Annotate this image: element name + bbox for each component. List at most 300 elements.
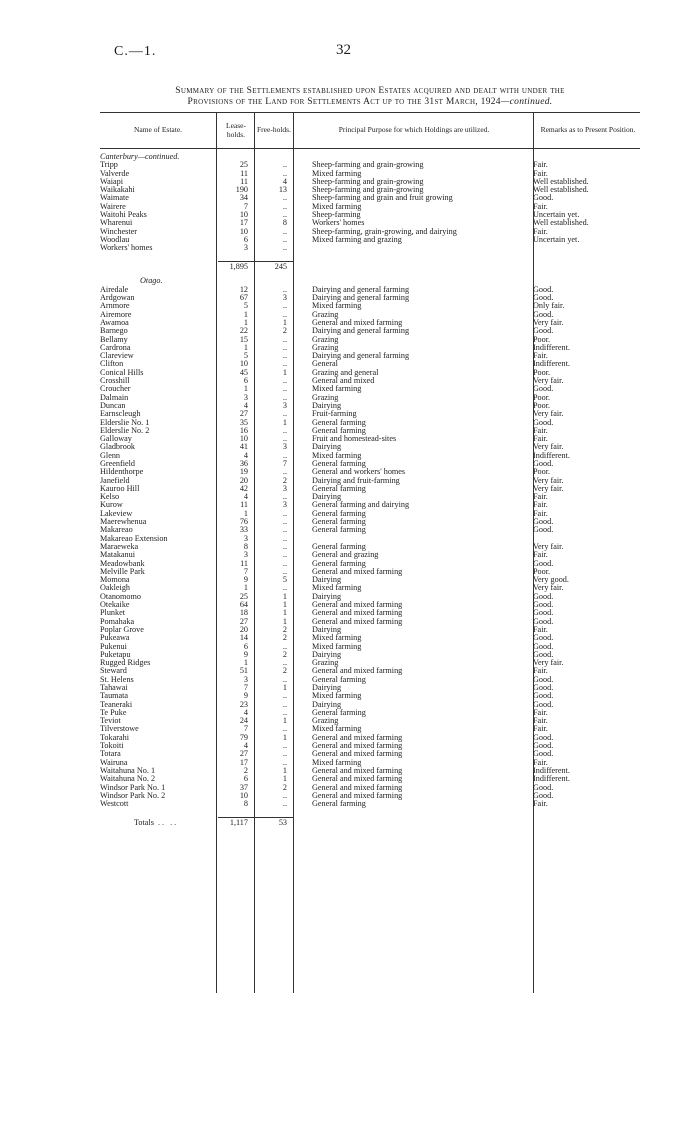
leaseholds-value: 20: [239, 475, 248, 485]
remarks-value: Fair.: [533, 708, 548, 717]
remarks-value: Fair.: [533, 435, 548, 444]
table-row: [100, 419, 640, 427]
freeholds-value: 3: [282, 483, 287, 493]
table-row: [100, 717, 640, 725]
remarks-value: Indifferent.: [533, 451, 570, 460]
leaseholds-value: 4: [243, 400, 248, 410]
title-line-2-text: Provisions of the Land for Settlements Act up to the 31st March, 1924: [187, 97, 501, 107]
document-reference: C.—1.: [114, 44, 157, 59]
purpose-value: Grazing: [312, 343, 339, 352]
purpose-value: Mixed farming and grazing: [312, 235, 402, 244]
table-row: [100, 369, 640, 377]
estate-name: Wharenui: [100, 219, 133, 228]
purpose-value: General and mixed farming: [312, 742, 403, 751]
remarks-value: Very fair.: [533, 410, 564, 419]
remarks-value: Good.: [533, 327, 554, 336]
leaseholds-value: 3: [243, 550, 248, 560]
estate-name: Waitahuna No. 1: [100, 766, 156, 775]
leaseholds-value: 5: [243, 351, 248, 361]
remarks-value: Good.: [533, 617, 554, 626]
freeholds-value: ..: [282, 243, 287, 253]
remarks-value: Good.: [533, 194, 554, 203]
remarks-value: Only fair.: [533, 302, 565, 311]
purpose-value: Grazing and general: [312, 368, 379, 377]
leaseholds-value: 10: [239, 790, 248, 800]
freeholds-value: ..: [282, 351, 287, 361]
remarks-value: Indifferent.: [533, 775, 570, 784]
table-row: [100, 709, 640, 717]
estate-name: Kauroo Hill: [100, 484, 140, 493]
purpose-value: General and mixed farming: [312, 750, 403, 759]
table-row: [100, 360, 640, 368]
title-continued: —continued.: [500, 97, 553, 107]
table-row: [100, 294, 640, 302]
remarks-value: Fair.: [533, 717, 548, 726]
estate-name: Totara: [100, 750, 121, 759]
leaseholds-value: 20: [239, 624, 248, 634]
leaseholds-value: 8: [243, 541, 248, 551]
purpose-value: General farming: [312, 459, 366, 468]
section-heading-canterbury: Canterbury—continued.: [100, 153, 180, 161]
table-row: [100, 800, 640, 808]
estate-name: Momona: [100, 576, 130, 585]
freeholds-value: 7: [282, 458, 287, 468]
table-row: [100, 775, 640, 783]
purpose-value: Grazing: [312, 335, 339, 344]
leaseholds-value: 9: [243, 691, 248, 701]
leaseholds-value: 1: [243, 384, 248, 394]
leaseholds-value: 25: [239, 591, 248, 601]
leaseholds-value: 27: [239, 409, 248, 419]
estate-name: Rugged Ridges: [100, 659, 151, 668]
remarks-value: Good.: [533, 783, 554, 792]
remarks-value: Fair.: [533, 161, 548, 170]
leaseholds-value: 4: [243, 492, 248, 502]
estate-name: Earnscleugh: [100, 410, 141, 419]
purpose-value: General and mixed farming: [312, 601, 403, 610]
freeholds-value: ..: [282, 409, 287, 419]
estate-name: Waiapi: [100, 177, 123, 186]
purpose-value: Dairying and fruit-farming: [312, 476, 400, 485]
table-row: [100, 593, 640, 601]
remarks-value: Poor.: [533, 393, 551, 402]
remarks-value: Good.: [533, 733, 554, 742]
leaseholds-value: 11: [240, 168, 248, 178]
purpose-value: Dairying: [312, 443, 342, 452]
table-row: [100, 161, 640, 169]
purpose-value: General farming: [312, 526, 366, 535]
purpose-value: General farming: [312, 708, 366, 717]
estate-name: Duncan: [100, 401, 126, 410]
leaseholds-value: 67: [239, 293, 248, 303]
freeholds-value: ..: [282, 790, 287, 800]
table-row: [100, 477, 640, 485]
leaseholds-value: 6: [243, 641, 248, 651]
purpose-value: Sheep-farming and grain-growing: [312, 186, 424, 195]
purpose-value: Mixed farming: [312, 725, 362, 734]
remarks-value: Fair.: [533, 758, 548, 767]
leaseholds-value: 11: [240, 176, 248, 186]
freeholds-value: ..: [282, 799, 287, 809]
table-row: [100, 427, 640, 435]
remarks-value: Good.: [533, 650, 554, 659]
table-row: [100, 460, 640, 468]
remarks-value: Good.: [533, 385, 554, 394]
leaseholds-value: 5: [243, 301, 248, 311]
estate-name: Kurow: [100, 501, 123, 510]
freeholds-value: ..: [282, 741, 287, 751]
purpose-value: General farming: [312, 509, 366, 518]
freeholds-value: ..: [282, 309, 287, 319]
remarks-value: Good.: [533, 791, 554, 800]
table-row: [100, 584, 640, 592]
purpose-value: General: [312, 360, 338, 369]
purpose-value: Grazing: [312, 659, 339, 668]
remarks-value: Good.: [533, 518, 554, 527]
estate-name: Makareao: [100, 526, 133, 535]
purpose-value: Dairying and general farming: [312, 352, 410, 361]
purpose-value: Mixed farming: [312, 634, 362, 643]
remarks-value: Good.: [533, 592, 554, 601]
estate-name: Tripp: [100, 161, 118, 170]
freeholds-value: 2: [282, 782, 287, 792]
freeholds-value: 1: [282, 616, 287, 626]
table-row: [100, 535, 640, 543]
estate-name: Woodlau: [100, 235, 130, 244]
purpose-value: Dairying: [312, 625, 342, 634]
freeholds-value: ..: [282, 699, 287, 709]
estate-name: Tokarahi: [100, 733, 129, 742]
table-header: [100, 113, 640, 149]
freeholds-value: 1: [282, 716, 287, 726]
table-row: [100, 701, 640, 709]
estate-name: Te Puke: [100, 708, 127, 717]
subtotal-row: [100, 261, 640, 269]
purpose-value: Mixed farming: [312, 385, 362, 394]
settlements-table: [100, 112, 640, 993]
freeholds-value: ..: [282, 541, 287, 551]
estate-name: Winchester: [100, 227, 137, 236]
freeholds-value: ..: [282, 392, 287, 402]
purpose-value: General and mixed farming: [312, 733, 403, 742]
freeholds-value: ..: [282, 284, 287, 294]
table-row: [100, 734, 640, 742]
estate-name: Glenn: [100, 451, 121, 460]
estate-name: Steward: [100, 667, 127, 676]
freeholds-value: 5: [282, 575, 287, 585]
leaseholds-value: 7: [243, 724, 248, 734]
leaseholds-value: 1: [243, 342, 248, 352]
freeholds-value: ..: [282, 724, 287, 734]
purpose-value: Dairying and general farming: [312, 285, 410, 294]
remarks-value: Good.: [533, 559, 554, 568]
table-row: [100, 186, 640, 194]
table-row: [100, 626, 640, 634]
leaseholds-value: 2: [243, 765, 248, 775]
remarks-value: Very fair.: [533, 484, 564, 493]
page-number: 32: [336, 42, 351, 58]
purpose-value: Sheep-farming: [312, 211, 361, 220]
estate-name: Ardgowan: [100, 294, 135, 303]
freeholds-value: ..: [282, 334, 287, 344]
freeholds-value: ..: [282, 658, 287, 668]
remarks-value: Good.: [533, 418, 554, 427]
purpose-value: General farming: [312, 518, 366, 527]
estate-name: Gladbrook: [100, 443, 136, 452]
leaseholds-value: 7: [243, 566, 248, 576]
purpose-value: Mixed farming: [312, 584, 362, 593]
purpose-value: General and mixed farming: [312, 775, 403, 784]
freeholds-value: 2: [282, 624, 287, 634]
table-row: [100, 601, 640, 609]
freeholds-value: ..: [282, 210, 287, 220]
leaseholds-value: 1: [243, 309, 248, 319]
leaseholds-value: 1: [243, 317, 248, 327]
purpose-value: Dairying and general farming: [312, 327, 410, 336]
estate-name: Elderslie No. 1: [100, 418, 150, 427]
estate-name: Bellamy: [100, 335, 128, 344]
table-row: [100, 219, 640, 227]
remarks-value: Uncertain yet.: [533, 211, 580, 220]
purpose-value: General and mixed farming: [312, 567, 403, 576]
remarks-value: Very fair.: [533, 584, 564, 593]
estate-name: Oakleigh: [100, 584, 131, 593]
purpose-value: Mixed farming: [312, 169, 362, 178]
freeholds-value: ..: [282, 467, 287, 477]
remarks-value: Good.: [533, 609, 554, 618]
table-row: [100, 344, 640, 352]
remarks-value: Good.: [533, 692, 554, 701]
table-row: [100, 385, 640, 393]
leaseholds-value: 17: [239, 757, 248, 767]
estate-name: Wairere: [100, 202, 126, 211]
freeholds-value: ..: [282, 558, 287, 568]
purpose-value: General farming: [312, 559, 366, 568]
freeholds-value: ..: [282, 691, 287, 701]
estate-name: Hildenthorpe: [100, 468, 144, 477]
purpose-value: General farming: [312, 484, 366, 493]
remarks-value: Well established.: [533, 186, 589, 195]
remarks-value: Good.: [533, 634, 554, 643]
purpose-value: General and grazing: [312, 551, 379, 560]
estate-name: Maraeweka: [100, 542, 139, 551]
estate-name: Poplar Grove: [100, 625, 144, 634]
table-row: [100, 576, 640, 584]
spacer: [100, 253, 640, 261]
estate-name: Lakeview: [100, 509, 133, 518]
canterbury-total-leaseholds: 1,895: [229, 261, 248, 271]
estate-name: Crosshill: [100, 377, 130, 386]
purpose-value: General farming: [312, 542, 366, 551]
leaseholds-value: 36: [239, 458, 248, 468]
estate-name: Kelso: [100, 493, 120, 502]
col-header-remarks: Remarks as to Present Position.: [540, 125, 636, 135]
leaseholds-value: 14: [239, 633, 248, 643]
purpose-value: General farming: [312, 418, 366, 427]
table-row: [100, 311, 640, 319]
estate-name: Awamoa: [100, 318, 129, 327]
canterbury-rows: [100, 161, 640, 252]
freeholds-value: 2: [282, 666, 287, 676]
purpose-value: General and workers' homes: [312, 468, 406, 477]
leaseholds-value: 24: [239, 716, 248, 726]
table-row: [100, 402, 640, 410]
estate-name: Puketapu: [100, 650, 131, 659]
remarks-value: Poor.: [533, 401, 551, 410]
estate-name: Pukeawa: [100, 634, 130, 643]
leaseholds-value: 76: [239, 517, 248, 527]
table-row: [100, 667, 640, 675]
purpose-value: General and mixed: [312, 377, 375, 386]
estate-name: Waitohi Peaks: [100, 211, 147, 220]
freeholds-value: 2: [282, 475, 287, 485]
table-row: [100, 501, 640, 509]
remarks-value: Good.: [533, 459, 554, 468]
estate-name: Maerewhenua: [100, 518, 147, 527]
leaseholds-value: 17: [239, 218, 248, 228]
purpose-value: Dairying: [312, 684, 342, 692]
freeholds-value: ..: [282, 301, 287, 311]
freeholds-value: 13: [278, 185, 287, 195]
freeholds-value: ..: [282, 583, 287, 593]
leaseholds-value: 27: [239, 616, 248, 626]
table-row: [100, 178, 640, 186]
estate-name: Melville Park: [100, 567, 145, 576]
table-row: [100, 526, 640, 534]
leaseholds-value: 11: [240, 500, 248, 510]
freeholds-value: 2: [282, 326, 287, 336]
purpose-value: Mixed farming: [312, 302, 362, 311]
table-row: [100, 319, 640, 327]
leaseholds-value: 1: [243, 658, 248, 668]
freeholds-value: ..: [282, 525, 287, 535]
remarks-value: Very fair.: [533, 318, 564, 327]
leaseholds-value: 9: [243, 649, 248, 659]
leaseholds-value: 18: [239, 608, 248, 618]
leaseholds-value: 7: [243, 683, 248, 692]
freeholds-value: 3: [282, 293, 287, 303]
purpose-value: Fruit-farming: [312, 410, 357, 419]
estate-name: Barnego: [100, 327, 128, 336]
remarks-value: Indifferent.: [533, 766, 570, 775]
otago-rows: [100, 286, 640, 809]
table-row: [100, 676, 640, 684]
freeholds-value: ..: [282, 193, 287, 203]
leaseholds-value: 19: [239, 467, 248, 477]
estate-name: Windsor Park No. 1: [100, 783, 166, 792]
table-row: [100, 443, 640, 451]
estate-name: Tahawai: [100, 684, 128, 692]
table-row: [100, 560, 640, 568]
freeholds-value: ..: [282, 641, 287, 651]
remarks-value: Indifferent.: [533, 343, 570, 352]
table-row: [100, 742, 640, 750]
table-row: [100, 609, 640, 617]
table-row: [100, 618, 640, 626]
table-row: [100, 170, 640, 178]
remarks-value: Fair.: [533, 667, 548, 676]
freeholds-value: ..: [282, 674, 287, 684]
col-header-leaseholds: Lease-holds.: [226, 121, 246, 139]
estate-name: Taumata: [100, 692, 129, 701]
freeholds-value: 2: [282, 649, 287, 659]
leaseholds-value: 6: [243, 376, 248, 386]
purpose-value: Grazing: [312, 310, 339, 319]
freeholds-value: ..: [282, 359, 287, 369]
remarks-value: Good.: [533, 642, 554, 651]
table-row: [100, 352, 640, 360]
leaseholds-value: 3: [243, 243, 248, 253]
remarks-value: Poor.: [533, 368, 551, 377]
table-row: [100, 792, 640, 800]
totals-row: [100, 817, 640, 825]
remarks-value: Good.: [533, 684, 554, 692]
purpose-value: General farming and dairying: [312, 501, 410, 510]
leaseholds-value: 33: [239, 525, 248, 535]
estate-name: Conical Hills: [100, 368, 144, 377]
table-row: [100, 410, 640, 418]
col-header-name: Name of Estate.: [133, 125, 183, 135]
freeholds-value: 1: [282, 317, 287, 327]
remarks-value: Good.: [533, 601, 554, 610]
table-row: [100, 468, 640, 476]
estate-name: Galloway: [100, 435, 132, 444]
leaseholds-value: 4: [243, 741, 248, 751]
purpose-value: General and mixed farming: [312, 617, 403, 626]
table-row: [100, 692, 640, 700]
leaseholds-value: 8: [243, 799, 248, 809]
freeholds-value: 4: [282, 176, 287, 186]
freeholds-value: ..: [282, 168, 287, 178]
table-row: [100, 634, 640, 642]
purpose-value: General and mixed farming: [312, 766, 403, 775]
freeholds-value: ..: [282, 566, 287, 576]
table-row: [100, 493, 640, 501]
remarks-value: Fair.: [533, 509, 548, 518]
col-header-purpose: Principal Purpose for which Holdings are utilized.: [338, 125, 490, 135]
leaseholds-value: 11: [240, 558, 248, 568]
table-row: [100, 228, 640, 236]
table-row: [100, 236, 640, 244]
table-row: [100, 452, 640, 460]
estate-name: Waitahuna No. 2: [100, 775, 156, 784]
estate-name: Otanomomo: [100, 592, 141, 601]
table-row: [100, 510, 640, 518]
leaseholds-value: 15: [239, 334, 248, 344]
purpose-value: General and mixed farming: [312, 609, 403, 618]
estate-name: Waimate: [100, 194, 129, 203]
estate-name: Workers' homes: [100, 244, 153, 253]
freeholds-value: ..: [282, 517, 287, 527]
remarks-value: Good.: [533, 750, 554, 759]
remarks-value: Very fair.: [533, 443, 564, 452]
leaseholds-value: 3: [243, 533, 248, 543]
table-row: [100, 194, 640, 202]
remarks-value: Fair.: [533, 800, 548, 809]
purpose-value: Dairying: [312, 576, 342, 585]
table-row: [100, 244, 640, 252]
leaseholds-value: 10: [239, 210, 248, 220]
purpose-value: Workers' homes: [312, 219, 365, 228]
leaseholds-value: 64: [239, 600, 248, 610]
purpose-value: Sheep-farming, grain-growing, and dairying: [312, 227, 457, 236]
table-row: [100, 518, 640, 526]
estate-name: Tilverstowe: [100, 725, 139, 734]
remarks-value: Fair.: [533, 426, 548, 435]
table-row: [100, 651, 640, 659]
remarks-value: Fair.: [533, 169, 548, 178]
remarks-value: Very fair.: [533, 542, 564, 551]
